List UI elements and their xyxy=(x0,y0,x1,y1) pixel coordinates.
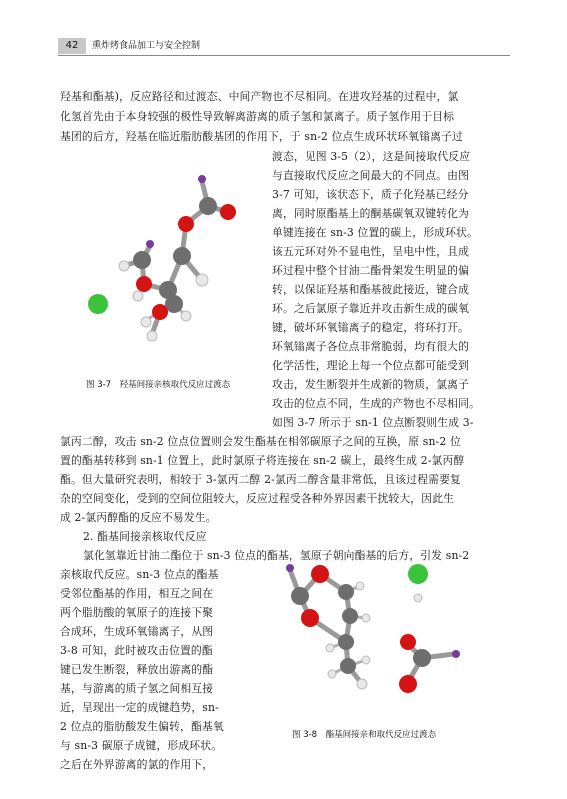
page-number: 42 xyxy=(58,38,86,54)
text-line: 转，以保证羟基和酯基彼此接近，键合成 xyxy=(272,283,470,296)
atom xyxy=(291,587,309,605)
text-line: 单键连接在 sn-3 位置的碳上，形成环状。 xyxy=(272,226,478,239)
section-heading: 2. 酯基间接亲核取代反应 xyxy=(83,530,207,543)
text-line: 基团的后方，羟基在临近脂肪酸基团的作用下，于 sn-2 位点生成环状环氧𬭩离子过 xyxy=(60,130,463,143)
text-line: 攻击的位点不同，生成的产物也不尽相同。 xyxy=(272,397,480,410)
figure-3-7-caption: 图 3-7 羟基间接亲核取代反应过渡态 xyxy=(86,380,231,390)
text-line: 近，呈现出一定的成键趋势，sn- xyxy=(60,701,219,714)
atom xyxy=(338,584,354,600)
text-line: 攻击，发生断裂并生成新的物质，氯离子 xyxy=(272,378,470,391)
text-line: 化氢首先由于本身较强的极性导致解离游离的质子氢和氯离子。质子氢作用于目标 xyxy=(60,110,455,123)
text-line: 化学活性，理论上每一个位点都可能受到 xyxy=(272,359,470,372)
atom xyxy=(356,582,364,590)
atom xyxy=(342,608,358,624)
atom xyxy=(311,565,329,583)
atom xyxy=(133,291,143,301)
atom xyxy=(413,649,431,667)
text-line: 酯。但大量研究表明，相较于 3-氯丙二醇 2-氯丙二醇含量非常低，且该过程需要复 xyxy=(60,473,461,486)
atom xyxy=(147,331,157,341)
text-line: 两个脂肪酸的氧原子的连接下聚 xyxy=(60,606,214,619)
atom xyxy=(181,311,191,321)
atom xyxy=(301,609,319,627)
text-line: 杂的空间变化，受到的空间位阻较大，反应过程受各种外界因素干扰较大，因此生 xyxy=(60,492,455,505)
atom xyxy=(326,644,334,652)
atom xyxy=(173,247,191,265)
text-line: 离，同时原酯基上的酮基碳氧双键转化为 xyxy=(272,207,470,220)
figure-3-8-caption: 图 3-8 酯基间接亲和取代反应过渡态 xyxy=(292,730,437,740)
atom xyxy=(199,197,217,215)
atom xyxy=(452,650,460,658)
text-line: 键已发生断裂，释放出游离的酯 xyxy=(60,663,214,676)
atom xyxy=(146,240,154,248)
text-line: 基，与游离的质子氢之间相互接 xyxy=(60,682,214,695)
text-line: 环。之后氯原子靠近并攻击新生成的碳氧 xyxy=(272,302,470,315)
text-line: 与 sn-3 碳原子成键，形成环状。 xyxy=(60,739,223,752)
text-line: 与直接取代反应之间最大的不同点。由图 xyxy=(272,169,470,182)
figure-3-7-molecule xyxy=(70,162,250,362)
text-line: 键，破坏环氧𬭩离子的稳定，将环打开。 xyxy=(272,321,470,334)
atom xyxy=(340,658,356,674)
text-line: 环氧𬭩离子各位点非常脆弱，均有很大的 xyxy=(272,340,470,353)
text-line: 氯化氢靠近甘油二酯位于 sn-3 位点的酯基，氢原子朝向酯基的后方，引发 sn-2 xyxy=(83,549,470,562)
text-line: 2 位点的脂肪酸发生偏转，酯基氧 xyxy=(60,720,224,733)
header-rule xyxy=(58,55,510,56)
text-line: 羟基和酯基)，反应路径和过渡态、中间产物也不尽相同。在进攻羟基的过程中，氯 xyxy=(60,90,459,103)
atom xyxy=(152,304,168,320)
atom xyxy=(362,656,370,664)
text-line: 成 2-氯丙醇酯的反应不易发生。 xyxy=(60,511,217,524)
text-line: 3-8 可知，此时被攻击位置的酯 xyxy=(60,644,213,657)
page-header xyxy=(0,38,567,54)
atom xyxy=(328,670,336,678)
atom xyxy=(141,317,151,327)
atom xyxy=(88,294,108,314)
atom xyxy=(338,634,354,650)
atom xyxy=(357,679,367,689)
figure-3-8-molecule xyxy=(262,556,502,706)
atom xyxy=(414,594,422,602)
text-line: 氯丙二醇，攻击 sn-2 位点位置则会发生酯基在相邻碳原子之间的互换，原 sn-2 位 xyxy=(60,435,461,448)
atom xyxy=(196,274,208,286)
running-title: 熏炸烤食品加工与安全控制 xyxy=(92,41,201,51)
text-line: 受邻位酯基的作用，相互之间在 xyxy=(60,587,214,600)
atom xyxy=(362,614,370,622)
text-line: 之后在外界游离的氯的作用下， xyxy=(60,758,214,771)
atom xyxy=(220,204,236,220)
atom xyxy=(399,675,417,693)
text-line: 渡态，见图 3-5（2），这是间接取代反应 xyxy=(272,150,471,163)
atom xyxy=(286,564,294,572)
text-line: 亲核取代反应。sn-3 位点的酯基 xyxy=(60,568,219,581)
atom xyxy=(119,261,129,271)
atom xyxy=(133,251,151,269)
atom xyxy=(408,564,428,584)
text-line: 如图 3-7 所示于 sn-1 位点断裂则生成 3- xyxy=(272,416,474,429)
text-line: 该五元环对外不显电性，呈电中性，且成 xyxy=(272,245,470,258)
text-line: 环过程中整个甘油二酯骨架发生明显的偏 xyxy=(272,264,470,277)
atom xyxy=(136,276,152,292)
text-line: 3-7 可知，该状态下，质子化羟基已经分 xyxy=(272,188,469,201)
text-line: 合成环，生成环氧𬭩离子，从图 xyxy=(60,625,214,638)
atom xyxy=(178,216,194,232)
atom xyxy=(198,175,206,183)
text-line: 置的酯基转移到 sn-1 位置上，此时氯原子将连接在 sn-2 碳上，最终生成 2-氯丙醇 xyxy=(60,454,465,467)
atom xyxy=(400,634,416,650)
